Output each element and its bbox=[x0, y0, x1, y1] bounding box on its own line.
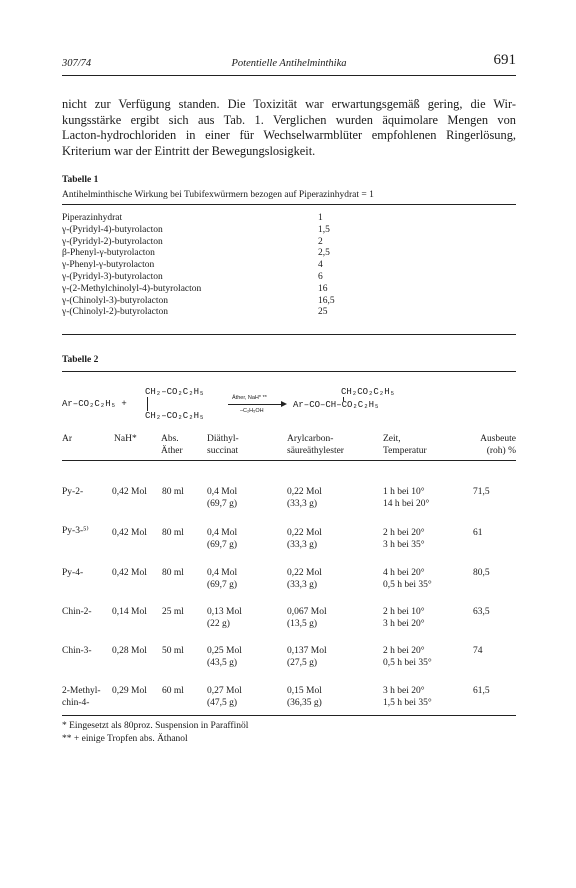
reaction-arrow bbox=[228, 404, 282, 405]
cell-nah: 0,42 Mol bbox=[112, 568, 147, 578]
table-row bbox=[62, 225, 516, 237]
table-row bbox=[62, 284, 516, 296]
activity-value: 16,5 bbox=[318, 295, 335, 306]
cell-succinate: 0,4 Mol (69,7 g) bbox=[207, 528, 238, 550]
cell-nah: 0,42 Mol bbox=[112, 528, 147, 538]
activity-value: 1,5 bbox=[318, 224, 330, 235]
cell-ar: Chin-2- bbox=[62, 607, 92, 617]
col-header-yield: Ausbeute (roh) % bbox=[480, 434, 516, 456]
cell-ar: Chin-3- bbox=[62, 646, 92, 656]
cell-nah: 0,28 Mol bbox=[112, 646, 147, 656]
bond-line bbox=[147, 397, 148, 411]
compound-name: γ-(Chinolyl-3)-butyrolacton bbox=[62, 295, 169, 306]
compound-name: γ-(2-Methylchinolyl-4)-butyrolacton bbox=[62, 283, 202, 294]
table1-bottom-rule bbox=[62, 334, 516, 335]
cell-succinate: 0,27 Mol (47,5 g) bbox=[207, 686, 242, 708]
running-header bbox=[62, 52, 516, 74]
cell-ether: 60 ml bbox=[162, 686, 184, 696]
table-row bbox=[62, 272, 516, 284]
table2-top-rule bbox=[62, 371, 516, 372]
cell-nah: 0,42 Mol bbox=[112, 487, 147, 497]
cell-ether: 80 ml bbox=[162, 568, 184, 578]
cell-ester: 0,15 Mol (36,35 g) bbox=[287, 686, 322, 708]
col-header-ester: Arylcarbon- säureäthylester bbox=[287, 434, 344, 456]
paragraph-line: Lacton-hydrochloriden in einer für Wechselwarmblüter empfohlenen Ringerlösung, bbox=[62, 128, 516, 143]
cell-nah: 0,14 Mol bbox=[112, 607, 147, 617]
cell-ester: 0,22 Mol (33,3 g) bbox=[287, 487, 322, 509]
cell-ar: Py-3-⁵⁾ bbox=[62, 526, 89, 536]
product-substituent: CH₂CO₂C₂H₅ bbox=[341, 387, 396, 397]
paragraph-line: Kriterium war der Eintritt der Bewegungslosigkeit. bbox=[62, 144, 316, 159]
cell-succinate: 0,4 Mol (69,7 g) bbox=[207, 487, 238, 509]
cell-ar: 2-Methyl- chin-4- bbox=[62, 686, 101, 708]
cell-yield: 71,5 bbox=[473, 487, 490, 497]
compound-name: γ-Phenyl-γ-butyrolacton bbox=[62, 260, 155, 271]
product-main: Ar–CO–CH–CO₂C₂H₅ bbox=[293, 400, 380, 410]
activity-value: 4 bbox=[318, 260, 323, 271]
col-header-ether: Abs. Äther bbox=[161, 434, 183, 456]
page-number: 691 bbox=[493, 52, 516, 68]
activity-value: 1 bbox=[318, 213, 323, 223]
cell-ester: 0,137 Mol (27,5 g) bbox=[287, 646, 327, 668]
cell-time: 1 h bei 10° 14 h bei 20° bbox=[383, 487, 430, 509]
cell-ether: 25 ml bbox=[162, 607, 184, 617]
compound-name: Piperazinhydrat bbox=[62, 213, 123, 223]
footnote-naH: * Eingesetzt als 80proz. Suspension in Paraffinöl bbox=[62, 721, 249, 731]
compound-name: γ-(Pyridyl-2)-butyrolacton bbox=[62, 236, 163, 247]
cell-ar: Py-2- bbox=[62, 487, 84, 497]
col-header-succinate: Diäthyl- succinat bbox=[207, 434, 239, 456]
table-row bbox=[62, 237, 516, 249]
cell-ether: 80 ml bbox=[162, 487, 184, 497]
cell-time: 3 h bei 20° 1,5 h bei 35° bbox=[383, 686, 432, 708]
table1-title: Tabelle 1 bbox=[62, 175, 99, 185]
cell-ar: Py-4- bbox=[62, 568, 84, 578]
header-rule bbox=[62, 75, 516, 76]
table-row bbox=[62, 296, 516, 308]
cell-time: 4 h bei 20° 0,5 h bei 35° bbox=[383, 568, 432, 590]
table-row bbox=[62, 213, 516, 225]
succinate-top: CH₂–CO₂C₂H₅ bbox=[145, 387, 205, 397]
cell-yield: 80,5 bbox=[473, 568, 490, 578]
reaction-condition-top: Äther, NaH* ** bbox=[232, 395, 267, 401]
table-row bbox=[62, 260, 516, 272]
table1-body bbox=[62, 213, 516, 319]
compound-name: γ-(Chinolyl-2)-butyrolacton bbox=[62, 307, 169, 318]
col-header-ar: Ar bbox=[62, 434, 73, 444]
succinate-bottom: CH₂–CO₂C₂H₅ bbox=[145, 411, 205, 421]
cell-ester: 0,22 Mol (33,3 g) bbox=[287, 528, 322, 550]
cell-nah: 0,29 Mol bbox=[112, 686, 147, 696]
activity-value: 25 bbox=[318, 307, 328, 318]
table-row bbox=[62, 248, 516, 260]
reaction-condition-bottom: –C₂H₅OH bbox=[240, 408, 264, 414]
col-header-nah: NaH* bbox=[114, 434, 137, 444]
table1-caption: Antihelminthische Wirkung bei Tubifexwürmern bezogen auf Piperazinhydrat = 1 bbox=[62, 190, 374, 200]
cell-ether: 50 ml bbox=[162, 646, 184, 656]
cell-yield: 61 bbox=[473, 528, 483, 538]
table-row bbox=[62, 307, 516, 319]
paragraph-line: kungsstärke ergibt sich aus Tab. 1. Verglichen wurden äquimolare Mengen von bbox=[62, 112, 516, 127]
table1-top-rule bbox=[62, 204, 516, 205]
activity-value: 6 bbox=[318, 271, 323, 282]
cell-succinate: 0,25 Mol (43,5 g) bbox=[207, 646, 242, 668]
activity-value: 2 bbox=[318, 236, 323, 247]
cell-ester: 0,067 Mol (13,5 g) bbox=[287, 607, 327, 629]
reaction-arrowhead bbox=[281, 401, 287, 407]
paragraph-line: nicht zur Verfügung standen. Die Toxizität war erwartungsgemäß gering, die Wir- bbox=[62, 97, 516, 111]
running-title: Potentielle Antihelminthika bbox=[231, 58, 347, 69]
body-paragraph bbox=[62, 97, 516, 160]
compound-name: β-Phenyl-γ-butyrolacton bbox=[62, 248, 155, 259]
table2-bottom-rule bbox=[62, 715, 516, 716]
reactant-ester: Ar–CO₂C₂H₅ + bbox=[62, 399, 127, 409]
cell-time: 2 h bei 20° 0,5 h bei 35° bbox=[383, 646, 432, 668]
activity-value: 16 bbox=[318, 283, 328, 294]
col-header-time: Zeit, Temperatur bbox=[383, 434, 427, 456]
compound-name: γ-(Pyridyl-4)-butyrolacton bbox=[62, 224, 163, 235]
cell-ester: 0,22 Mol (33,3 g) bbox=[287, 568, 322, 590]
compound-name: γ-(Pyridyl-3)-butyrolacton bbox=[62, 271, 163, 282]
cell-succinate: 0,4 Mol (69,7 g) bbox=[207, 568, 238, 590]
table2-title: Tabelle 2 bbox=[62, 355, 99, 365]
cell-yield: 63,5 bbox=[473, 607, 490, 617]
journal-reference: 307/74 bbox=[62, 58, 92, 69]
footnote-ethanol: ** + einige Tropfen abs. Äthanol bbox=[62, 734, 188, 744]
cell-time: 2 h bei 20° 3 h bei 35° bbox=[383, 528, 425, 550]
cell-ether: 80 ml bbox=[162, 528, 184, 538]
cell-succinate: 0,13 Mol (22 g) bbox=[207, 607, 242, 629]
cell-yield: 61,5 bbox=[473, 686, 490, 696]
table2-header-rule bbox=[62, 460, 516, 461]
cell-time: 2 h bei 10° 3 h bei 20° bbox=[383, 607, 425, 629]
activity-value: 2,5 bbox=[318, 248, 330, 259]
cell-yield: 74 bbox=[473, 646, 483, 656]
